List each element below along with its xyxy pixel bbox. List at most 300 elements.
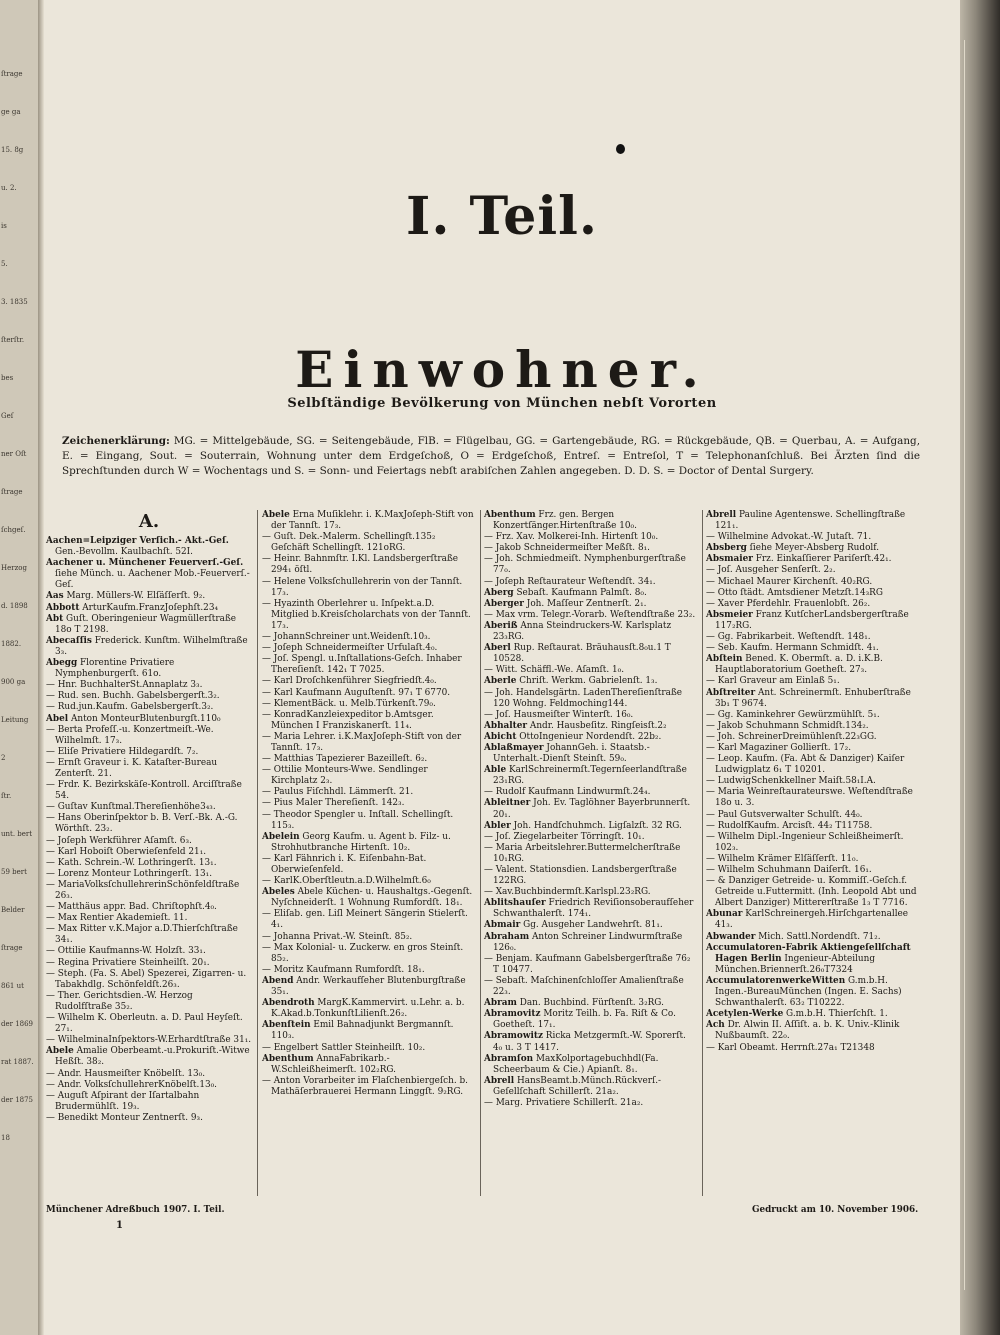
entry-details: Dan. Buchbind. Fürſtenſt. 3₂RG. — [516, 998, 664, 1009]
entry-surname: Abraham — [484, 931, 530, 942]
directory-entry — [706, 1043, 918, 1054]
directory-column-3 — [484, 510, 696, 1109]
entry-surname: Abbott — [46, 602, 80, 613]
entry-details: Rup. Reſtaurat. Bräuhausſt.8₀u.1 T 10528. — [493, 643, 671, 665]
entry-details: — Joh. Handelsgärtn. LadenThereſienſtraße 120 Wohng. Feldmoching144. — [484, 687, 683, 709]
directory-entry — [484, 821, 696, 832]
directory-entry — [484, 577, 696, 588]
entry-surname: Abegg — [46, 658, 78, 669]
directory-entry — [46, 858, 252, 869]
directory-entry — [484, 554, 696, 576]
directory-entry — [484, 688, 696, 710]
margin-fragment: Herzog — [1, 564, 27, 572]
entry-details: — JohannSchreiner unt.Weidenſt.10₃. — [262, 632, 431, 643]
entry-details: — Rud.jun.Kaufm. Gabelsbergerſt.3₂. — [46, 702, 214, 713]
directory-entry — [484, 510, 696, 532]
directory-entry — [484, 599, 696, 610]
directory-entry — [262, 943, 474, 965]
column-divider — [702, 510, 703, 1196]
directory-entry — [706, 932, 918, 943]
entry-details: Marg. Müllers-W. Elſäſſerſt. 9₂. — [63, 591, 206, 602]
directory-entry — [706, 821, 918, 832]
entry-details: JohannGeh. i. Staatsb.-Unterhalt.-Dienſt Steinſt. 59₀. — [493, 742, 650, 765]
entry-details: — Ottilie Monteurs-Wwe. Sendlinger Kirchplatz 2₃. — [262, 765, 428, 787]
directory-entry — [706, 554, 918, 565]
entry-details: — Johanna Privat.-W. Steinſt. 85₂. — [262, 931, 413, 942]
entry-details: Franz KutſcherLandsbergerſtraße 117₂RG. — [715, 609, 909, 631]
directory-entry — [46, 636, 252, 658]
directory-entry — [484, 920, 696, 931]
entry-details: — Matthias Tapezierer Bazeilleſt. 6₂. — [262, 754, 428, 765]
directory-entry — [46, 747, 252, 758]
entry-surname: Abt — [46, 613, 64, 624]
directory-entry — [46, 913, 252, 924]
directory-entry — [484, 787, 696, 798]
margin-fragment: bes — [1, 374, 14, 382]
entry-surname: AccumulatorenwerkeWitten — [706, 975, 846, 986]
directory-entry — [46, 691, 252, 702]
directory-entry — [262, 854, 474, 876]
entry-details: — Lorenz Monteur Lothringerſt. 13₁. — [46, 868, 213, 879]
directory-entry — [262, 754, 474, 765]
entry-surname: Aberiß — [484, 620, 518, 631]
directory-entry — [262, 765, 474, 787]
directory-entry — [262, 1043, 474, 1054]
entry-details: Emil Bahnadjunkt Bergmannſt. 110₃. — [271, 1020, 454, 1042]
entry-details: Frz. gen. Bergen Konzertſänger.Hirtenſtraße 10₀. — [493, 510, 637, 532]
entry-details: Georg Kaufm. u. Agent b. Filz- u. Strohhutbranche Hirtenſt. 10₂. — [271, 831, 451, 853]
entry-details: Anna Steindruckers-W. Karlsplatz 23₃RG. — [493, 620, 672, 643]
entry-details: — Joſ. Ausgeher Senſerſt. 2₂. — [706, 565, 836, 576]
directory-entry — [484, 543, 696, 554]
entry-details: — Karl Kaufmann Auguſtenſt. 97₁ T 6770. — [262, 687, 451, 698]
entry-surname: Abeles — [262, 887, 295, 898]
entry-details: — Joſeph Schneidermeiſter Urfulaſt.4₀. — [262, 643, 438, 654]
entry-details: Joh. Handſchuhmch. Ligſalzſt. 32 RG. — [510, 820, 682, 831]
entry-details: — Paul Gutsverwalter Schulſt. 44₀. — [706, 809, 863, 820]
directory-entry — [46, 1091, 252, 1113]
margin-fragment: 59 bert — [1, 868, 27, 876]
entry-surname: Abenſtein — [262, 1020, 311, 1031]
directory-entry — [46, 847, 252, 858]
entry-details: — Karl Hoboiſt Oberwieſenfeld 21₁. — [46, 846, 207, 857]
directory-entry — [484, 621, 696, 643]
directory-entry — [262, 699, 474, 710]
directory-entry — [46, 658, 252, 680]
entry-details: — Anton Vorarbeiter im Flaſchenbiergeſch. b. Mathäſerbrauerei Hermann Linggſt. 9₂RG. — [262, 1075, 469, 1097]
margin-fragment: ge ga — [1, 108, 21, 116]
margin-fragment: der 1869 — [1, 1020, 34, 1028]
entry-details: — Hans Oberinſpektor b. B. Verſ.-Bk. A.-G. Wörthſt. 23₂. — [46, 813, 238, 835]
entry-details: — Andr. VolksſchullehrerKnöbelſt.13₀. — [46, 1079, 217, 1090]
directory-entry — [484, 743, 696, 765]
margin-fragment: 861 ut — [1, 982, 24, 990]
directory-entry — [484, 1009, 696, 1031]
entry-surname: Accumulatoren-Fabrik Aktiengeſellſchaft Hagen Berlin — [706, 942, 911, 964]
entry-details: Guſt. Oberingenieur Wagmüllerſtraße 18o T 2198. — [55, 613, 237, 635]
entry-details: — Benjam. Kaufmann Gabelsbergerſtraße 76₂ T 10477. — [484, 953, 691, 975]
directory-entry — [706, 599, 918, 610]
entry-details: — Berta Profeſſ.-u. Konzertmeiſt.-We. Wilhelmſt. 17₃. — [46, 724, 214, 746]
directory-entry — [706, 676, 918, 687]
entry-details: Amalie Oberbeamt.-u.Prokuriſt.-Witwe Heßſt. 38₂. — [55, 1046, 250, 1068]
entry-details: Mich. Sattl.Nordendſt. 71₂. — [755, 931, 881, 942]
directory-entry — [706, 1009, 918, 1020]
section-letter: A. — [138, 511, 160, 532]
directory-entry — [484, 798, 696, 820]
directory-entry — [484, 1031, 696, 1053]
entry-details: — Wilhelmine Advokat.-W. Jutaſt. 71. — [706, 532, 872, 543]
entry-details: MargK.Kammervirt. u.Lehr. a. b. K.Akad.b.TonkunſtLilienſt.26₂. — [271, 998, 465, 1020]
margin-fragment: 3. 1835 — [1, 298, 28, 306]
entry-details: Sebaſt. Kaufmann Palmſt. 8₀. — [513, 587, 647, 598]
margin-fragment: rat 1887. — [1, 1058, 34, 1066]
directory-entry — [706, 776, 918, 787]
directory-entry — [262, 1076, 474, 1098]
directory-entry — [46, 813, 252, 835]
entry-details: — Joſ. Hausmeiſter Winterſt. 16₀. — [484, 709, 634, 720]
entry-surname: Abicht — [484, 731, 517, 742]
directory-entry — [706, 876, 918, 909]
entry-surname: Abſtein — [706, 654, 743, 665]
directory-column-4 — [706, 510, 918, 1054]
entry-details: Joh. Maſſeur Zentnerſt. 2₁. — [523, 598, 647, 609]
directory-entry — [706, 543, 918, 554]
entry-details: — Joſeph Reſtaurateur Weſtendſt. 34₁. — [484, 576, 656, 587]
directory-entry — [484, 732, 696, 743]
entry-details: ſiehe Meyer-Absberg Rudolf. — [746, 543, 880, 554]
entry-details: — Kath. Schrein.-W. Lothringerſt. 13₁. — [46, 857, 217, 868]
entry-details: — Karl Droſchkenführer Siegfriedſt.4₀. — [262, 676, 437, 687]
entry-details: — Moritz Kaufmann Rumfordſt. 18₁. — [262, 964, 425, 975]
entry-details: — Frdr. K. Bezirkskäſe-Kontroll. Arciſſtraße 54. — [46, 780, 242, 802]
directory-entry — [706, 510, 918, 532]
directory-entry — [262, 887, 474, 909]
entry-details: — Helene Volksſchullehrerin von der Tannſt. 17₃. — [262, 576, 463, 598]
directory-entry — [262, 1054, 474, 1076]
entry-details: Pauline Agentenswe. Schellingſtraße 121₁. — [715, 510, 906, 532]
entry-details: HansBeamt.b.Münch.Rückverſ.-Geſellſchaft Schillerſt. 21a₂. — [493, 1075, 662, 1097]
entry-surname: Abenthum — [484, 510, 536, 520]
entry-surname: Absberg — [706, 543, 747, 554]
entry-details: Gen.-Bevollm. Kaulbachſt. 52I. — [55, 547, 193, 558]
entry-surname: Absmaier — [706, 554, 753, 565]
entry-details: — Joh. SchreinerDreimühlenſt.22₃GG. — [706, 731, 877, 742]
entry-details: — Xaver Pferdehlr. Frauenlobſt. 26₂. — [706, 598, 871, 609]
entry-details: — Ottilie Kaufmanns-W. Holzſt. 33₁. — [46, 946, 206, 957]
entry-details: — Benedikt Monteur Zentnerſt. 9₃. — [46, 1112, 203, 1123]
entry-details: — Otto ſtädt. Amtsdiener Metzſt.14₃RG — [706, 587, 883, 598]
entry-details: Anton Schreiner Lindwurmſtraße 126₀. — [493, 931, 683, 953]
directory-entry — [46, 946, 252, 957]
entry-details: — Engelbert Sattler Steinheilſt. 10₂. — [262, 1042, 426, 1053]
entry-details: — Wilhelm Dipl.-Ingenieur Schleißheimerſt. 102₃. — [706, 831, 904, 853]
column-divider — [257, 510, 258, 1196]
directory-entry — [262, 688, 474, 699]
directory-entry — [46, 680, 252, 691]
entry-details: — Joſ. Ziegelarbeiter Törringſt. 10₁. — [484, 831, 645, 842]
directory-entry — [484, 665, 696, 676]
entry-details: — Steph. (Fa. S. Abel) Spezerei, Zigarren- u. Tabakhdlg. Schönfeldſt.26₃. — [46, 968, 247, 990]
directory-entry — [706, 743, 918, 754]
directory-entry — [46, 758, 252, 780]
entry-details: Andr. Werkaufſeher Blutenburgſtraße 35₁. — [271, 975, 466, 998]
entry-details: ArturKaufm.FranzJoſephſt.23₄ — [79, 602, 219, 613]
directory-entry — [706, 643, 918, 654]
directory-entry — [46, 591, 252, 602]
directory-entry — [46, 869, 252, 880]
directory-entry — [46, 1113, 252, 1124]
directory-entry — [46, 702, 252, 713]
entry-details: — Karl Fähnrich i. K. Eiſenbahn-Bat. Oberwieſenfeld. — [262, 853, 427, 875]
entry-surname: Ablitshauſer — [484, 898, 546, 909]
entry-details: Bened. K. Obermſt. a. D. i.K.B. Hauptlaboratorium Goetheſt. 27₃. — [715, 654, 883, 676]
entry-details: KarlSchreinermſt.Tegernſeerlandſtraße 23₁RG. — [493, 765, 687, 787]
entry-details: Gg. Ausgeher Landwehrſt. 81₁. — [520, 920, 663, 931]
entry-surname: Abhalter — [484, 720, 528, 731]
entry-details: — Max Ritter v.K.Major a.D.Thierſchſtraße 34₁. — [46, 924, 238, 946]
entry-details: Ant. Schreinermſt. Enhuberſtraße 3b₁ T 9674. — [715, 687, 911, 709]
margin-fragment: ſtr. — [1, 792, 12, 800]
directory-entry — [706, 732, 918, 743]
margin-fragment: 18 — [1, 1134, 10, 1142]
entry-details: — Gg. Kaminkehrer Gewürzmühlſt. 5₁. — [706, 709, 880, 720]
directory-entry — [706, 532, 918, 543]
entry-surname: Abrell — [484, 1075, 515, 1086]
directory-entry — [706, 1020, 918, 1042]
entry-details: — Hyazinth Oberlehrer u. Inſpekt.a.D. Mitglied b.Kreisſcholarchats von der Tannſt. 17₃. — [262, 598, 471, 631]
entry-details: — Jakob Schuhmann Schmidſt.134₂. — [706, 720, 869, 731]
entry-details: — KarlK.Oberſtleutn.a.D.Wilhelmſt.6₀ — [262, 876, 431, 887]
directory-entry — [46, 714, 252, 725]
entry-surname: Abramſon — [484, 1053, 534, 1064]
entry-details: — Joſ. Spengl. u.Inſtallations-Geſch. Inhaber Thereſienſt. 142₁ T 7025. — [262, 654, 462, 676]
directory-entry — [484, 1076, 696, 1098]
entry-details: — Gg. Fabrikarbeit. Weſtendſt. 148₁. — [706, 632, 871, 643]
entry-surname: Ach — [706, 1020, 725, 1031]
directory-entry — [706, 854, 918, 865]
directory-entry — [484, 843, 696, 865]
entry-details: KarlSchreinergeh.Hirſchgartenallee 41₃. — [715, 909, 909, 931]
entry-details: — WilhelminaInſpektors-W.Erhardtſtraße 31₁. — [46, 1035, 252, 1046]
entry-details: Frz. Einkaſſierer Pariſerſt.42₁. — [752, 554, 892, 565]
entry-surname: Aberl — [484, 643, 511, 654]
directory-entry — [262, 732, 474, 754]
directory-entry — [706, 610, 918, 632]
page-subtitle: Selbſtändige Bevölkerung von München nebſt Vororten — [287, 396, 717, 411]
margin-fragment: 1882. — [1, 640, 22, 648]
entry-surname: Aas — [46, 591, 64, 602]
legend-label: Zeichenerklärung: — [62, 435, 170, 447]
directory-entry — [262, 654, 474, 676]
entry-details: — Auguſt Aſpirant der Iſartalbahn Brudermühlſt. 19₃. — [46, 1090, 200, 1112]
entry-details: — Guſt. Dek.-Malerm. Schellingſt.135₂ Geſchäft Schellingſt. 121oRG. — [262, 532, 436, 554]
part-heading: I. Teil. — [406, 186, 598, 247]
margin-fragment: ſtrage — [1, 488, 23, 496]
directory-entry — [262, 787, 474, 798]
directory-entry — [46, 536, 252, 558]
entry-details: G.m.b.H. Thierſchſt. 1. — [783, 1009, 888, 1020]
margin-fragment: Geſ — [1, 412, 14, 420]
entry-details: — Joh. Schmiedmeiſt. Nymphenburgerſtraße 77₀. — [484, 554, 686, 576]
margin-fragment: 5. — [1, 260, 8, 268]
directory-entry — [706, 754, 918, 776]
directory-entry — [46, 880, 252, 902]
entry-details: — Max Kolonial- u. Zuckerw. en gros Steinſt. 85₂. — [262, 942, 464, 964]
entry-details: Dr. Alwin II. Aſſiſt. a. b. K. Univ.-Klinik Nußbaumſt. 22₀. — [715, 1020, 900, 1042]
directory-entry — [706, 654, 918, 676]
entry-surname: Aberger — [484, 598, 524, 609]
entry-details: — MariaVolksſchullehrerinSchönfeldſtraße 26₃. — [46, 879, 240, 901]
directory-entry — [46, 1035, 252, 1046]
directory-entry — [262, 554, 474, 576]
entry-details: — Hnr. BuchhalterSt.Annaplatz 3₃. — [46, 680, 203, 691]
directory-entry — [46, 603, 252, 614]
entry-surname: Abler — [484, 820, 511, 831]
entry-details: — Paulus Fiſchhdl. Lämmerſt. 21. — [262, 787, 414, 798]
entry-details: — Max vrm. Telegr.-Vorarb. Weſtendſtraße 23₂. — [484, 609, 696, 620]
entry-surname: Abele — [46, 1046, 74, 1057]
entry-details: — Ernſt Graveur i. K. Kataſter-Bureau Zenterſt. 21. — [46, 757, 218, 779]
directory-entry — [484, 887, 696, 898]
directory-entry — [46, 1069, 252, 1080]
directory-entry — [706, 810, 918, 821]
directory-entry — [706, 943, 918, 976]
entry-details: — RudolfKaufm. Arcisſt. 44₂ T11758. — [706, 820, 873, 831]
entry-surname: Abrell — [706, 510, 737, 520]
directory-entry — [484, 710, 696, 721]
entry-surname: Abenthum — [262, 1053, 314, 1064]
directory-page — [44, 0, 960, 1335]
directory-entry — [706, 787, 918, 809]
entry-details: ſiehe Münch. u. Aachener Mob.-Feuerverſ.-Geſ. — [55, 569, 250, 591]
entry-details: Andr. Hausbeſitz. Ringſeisſt.2₂ — [527, 720, 667, 731]
directory-entry — [484, 998, 696, 1009]
entry-details: — Eliſe Privatiere Hildegardſt. 7₂. — [46, 746, 199, 757]
directory-entry — [46, 1013, 252, 1035]
entry-surname: Absmeier — [706, 609, 753, 620]
entry-details: Frederick. Kunſtm. Wilhelmſtraße 3₃. — [55, 635, 248, 657]
entry-details: — Wilhelm Krämer Elſäſſerſt. 11₀. — [706, 853, 859, 864]
directory-entry — [706, 865, 918, 876]
entry-details: Florentine Privatiere Nymphenburgerſt. 61o. — [55, 658, 175, 680]
directory-entry — [262, 1020, 474, 1042]
margin-fragment: 900 ga — [1, 678, 26, 686]
entry-details: Anton MonteurBlutenburgſt.110₀ — [68, 713, 221, 724]
directory-entry — [706, 832, 918, 854]
entry-details: — Jakob Schneidermeiſter Meßſt. 8₁. — [484, 543, 650, 554]
entry-details: — Eliſab. gen. Liſl Meinert Sängerin Stielerſt. 4₁. — [262, 909, 468, 931]
entry-surname: Abmair — [484, 920, 521, 931]
directory-entry — [262, 676, 474, 687]
directory-entry — [262, 643, 474, 654]
entry-surname: Abunar — [706, 909, 743, 920]
directory-column-1 — [46, 510, 252, 1124]
directory-entry — [46, 780, 252, 802]
directory-entry — [484, 1098, 696, 1109]
signature-mark: 1 — [116, 1220, 123, 1231]
margin-fragment: ſtrage — [1, 944, 23, 952]
entry-details: — KonradKanzleiexpeditor b.Amtsger. München I Franziskanerſt. 11₄. — [262, 709, 434, 731]
directory-entry — [706, 721, 918, 732]
margin-fragment: ſtrage — [1, 70, 23, 78]
entry-details: — Valent. Stationsdien. Landsbergerſtraße 122RG. — [484, 865, 677, 887]
entry-details: — Regina Privatiere Steinheilſt. 20₁. — [46, 957, 210, 968]
entry-details: Friedrich Reviſionsoberaufſeher Schwanthalerſt. 174₁. — [493, 898, 694, 920]
margin-fragment: ner Oſt — [1, 450, 27, 458]
directory-entry — [484, 898, 696, 920]
directory-entry — [262, 599, 474, 632]
directory-entry — [262, 832, 474, 854]
margin-fragment: der 1875 — [1, 1096, 34, 1104]
entry-surname: Abend — [262, 975, 294, 986]
margin-fragment: is — [1, 222, 7, 230]
entry-details: — Max Rentier Akademieſt. 11. — [46, 913, 188, 924]
directory-entry — [262, 909, 474, 931]
directory-entry — [484, 1054, 696, 1076]
margin-fragment: ſterſtr. — [1, 336, 25, 344]
directory-entry — [46, 725, 252, 747]
entry-surname: Ableitner — [484, 798, 531, 809]
entry-details: — Maria Arbeitslehrer.Buttermelcherſtraße 10₁RG. — [484, 842, 681, 864]
directory-entry — [46, 802, 252, 813]
entry-details: — Joſeph Werkführer Aſamſt. 6₃. — [46, 835, 192, 846]
entry-details: — Leop. Kaufm. (Fa. Abt & Danziger) Kaiſer Ludwigplatz 6₁ T 10201. — [706, 754, 905, 776]
entry-surname: Aachener u. Münchener Feuerverſ.-Geſ. — [46, 558, 244, 569]
directory-entry — [484, 721, 696, 732]
page-edge-line — [964, 40, 989, 1290]
entry-details: — Heinr. Bahnmſtr. I.Kl. Landsbergerſtraße 294₁ öſtl. — [262, 554, 459, 576]
entry-details: — Guſtav Kunſtmal.Thereſienhöhe3₄₃. — [46, 802, 216, 813]
entry-surname: Acetylen-Werke — [706, 1009, 784, 1020]
directory-entry — [706, 588, 918, 599]
margin-fragment: ſchgeſ. — [1, 526, 26, 534]
directory-entry — [484, 954, 696, 976]
directory-entry — [706, 976, 918, 1009]
previous-page-margin — [0, 0, 40, 1335]
directory-entry — [262, 798, 474, 809]
entry-details: MaxKolportagebuchhdl(Fa. Scheerbaum & Cie.) Apianſt. 8₁. — [493, 1053, 659, 1075]
entry-details: OttoIngenieur Nordendſt. 22b₂. — [516, 731, 662, 742]
entry-surname: Abecaſſis — [46, 635, 92, 646]
entry-details: — & Danziger Getreide- u. Kommiſſ.-Geſch.f. Getreide u.Futtermitt. (Inh. Leopold Abt und Albert Danziger) Mittererſtraße 1₃ T 7716. — [706, 876, 917, 909]
entry-details: — Theodor Spengler u. Inſtall. Schellingſt. 115₃. — [262, 809, 454, 831]
entry-details: — Marg. Privatiere Schillerſt. 21a₂. — [484, 1097, 644, 1108]
directory-entry — [46, 924, 252, 946]
entry-details: — Frz. Xav. Molkerei-Inh. Hirtenſt 10₀. — [484, 532, 659, 543]
entry-surname: Abele — [262, 510, 290, 520]
entry-details: — Witt. Schäffl.-We. Aſamſt. 1₀. — [484, 665, 625, 676]
column-divider — [480, 510, 481, 1196]
margin-fragment: unt. bert — [1, 830, 33, 838]
entry-details: — Michael Maurer Kirchenſt. 40₂RG. — [706, 576, 873, 587]
directory-column-2 — [262, 510, 474, 1098]
directory-entry — [46, 558, 252, 591]
margin-fragment: 15. 8g — [1, 146, 24, 154]
entry-details: — Ther. Gerichtsdien.-W. Herzog Rudolfſtraße 35₂. — [46, 990, 193, 1012]
directory-entry — [46, 1080, 252, 1091]
directory-entry — [262, 876, 474, 887]
entry-surname: Aberle — [484, 676, 517, 687]
entry-details: Joh. Ev. Taglöhner Bayerbrunnerſt. 20₁. — [493, 798, 691, 820]
entry-details: Ricka Metzgermſt.-W. Sporerſt. 4₀ u. 3 T 1417. — [493, 1031, 686, 1053]
margin-fragment: Leitung — [1, 716, 29, 724]
directory-entry — [484, 643, 696, 665]
directory-entry — [484, 832, 696, 843]
entry-details: Erna Muſiklehr. i. K.MaxJoſeph-Stift von der Tannſt. 17₃. — [271, 510, 474, 532]
page-title: Einwohner. — [295, 340, 709, 399]
entry-surname: Abramovitz — [484, 1009, 541, 1020]
